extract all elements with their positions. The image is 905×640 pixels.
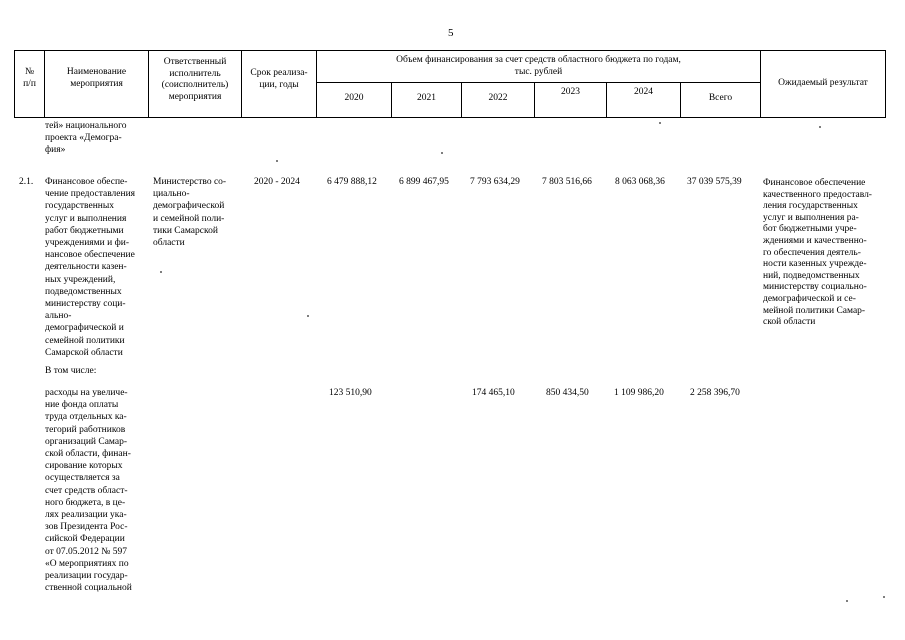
including-label: В том числе:	[45, 366, 97, 376]
scan-speck	[659, 122, 661, 124]
scan-speck	[441, 152, 443, 154]
row-value-2020: 6 479 888,12	[327, 177, 377, 187]
sub-row-value-2022: 174 465,10	[472, 388, 515, 398]
header-result: Ожидаемый результат	[778, 78, 868, 88]
sub-row-value-2020: 123 510,90	[329, 388, 372, 398]
scan-speck	[883, 596, 885, 598]
sub-row-total: 2 258 396,70	[690, 388, 740, 398]
continuation-text: тей» национального проекта «Демогра- фия»	[45, 121, 127, 156]
col-border	[885, 50, 886, 118]
header-period: Срок реализа- ции, годы	[250, 68, 308, 90]
scan-speck	[276, 160, 278, 162]
row-result: Финансовое обеспечение качественного предоставл- ления государственных услуг и выполнения ра- бот бюджетными учре- ждениями и качественно- го обеспечения деятель- ности казенных учрежде- ний, подведомственных министерству социально- демографической и се- мейной политики Самар- ской области	[763, 178, 872, 328]
funding-subheader-line	[316, 82, 760, 83]
header-year: 2020	[344, 93, 364, 103]
sub-row-value-2024: 1 109 986,20	[614, 388, 664, 398]
sub-row-name: расходы на увеличе- ние фонда оплаты труда отдельных ка- тегорий работников организаций Самар- ской области, финан- сирование которых осуществляется за счет средств област- ного бюджета, в це- лях реализации ука- зов Президента Рос- сийской Федерации от 07.05.2012 № 597 «О мероприятиях по реализации государ- ственной социальной	[45, 388, 132, 594]
row-number: 2.1.	[19, 177, 34, 187]
header-year: 2022	[488, 93, 508, 103]
scan-speck	[846, 600, 848, 602]
scan-speck	[160, 271, 162, 273]
header-year: 2021	[417, 93, 436, 103]
header-total: Всего	[708, 93, 733, 103]
sub-row-value-2023: 850 434,50	[546, 388, 589, 398]
scan-speck	[819, 126, 821, 128]
row-period: 2020 - 2024	[254, 177, 300, 187]
header-responsible: Ответственный исполнитель (соисполнитель) мероприятия	[161, 57, 229, 102]
header-year: 2024	[634, 87, 653, 97]
header-funding: Объем финансирования за счет средств областного бюджета по годам, тыс. рублей	[396, 55, 681, 77]
header-bottom-border	[14, 117, 886, 118]
header-name: Наименование мероприятия	[66, 67, 127, 89]
row-value-2021: 6 899 467,95	[399, 177, 449, 187]
row-value-2024: 8 063 068,36	[615, 177, 665, 187]
row-name: Финансовое обеспе- чение предоставления государственных услуг и выполнения работ бюджетными учреждениями и фи- нансовое обеспечение деятельности казен- ных учреждений, подведомственных министерству соци- ально- демографической и семейной политики Самарской области	[45, 177, 136, 358]
row-responsible: Министерство со- циально- демографической и семейной поли- тики Самарской области	[153, 177, 227, 249]
page-number: 5	[448, 27, 454, 39]
row-value-2022: 7 793 634,29	[470, 177, 520, 187]
header-number: № п/п	[23, 67, 36, 89]
header-year: 2023	[561, 87, 580, 97]
header-top-border	[14, 50, 886, 51]
row-value-2023: 7 803 516,66	[542, 177, 592, 187]
scan-speck	[307, 315, 309, 317]
row-total: 37 039 575,39	[687, 177, 742, 187]
